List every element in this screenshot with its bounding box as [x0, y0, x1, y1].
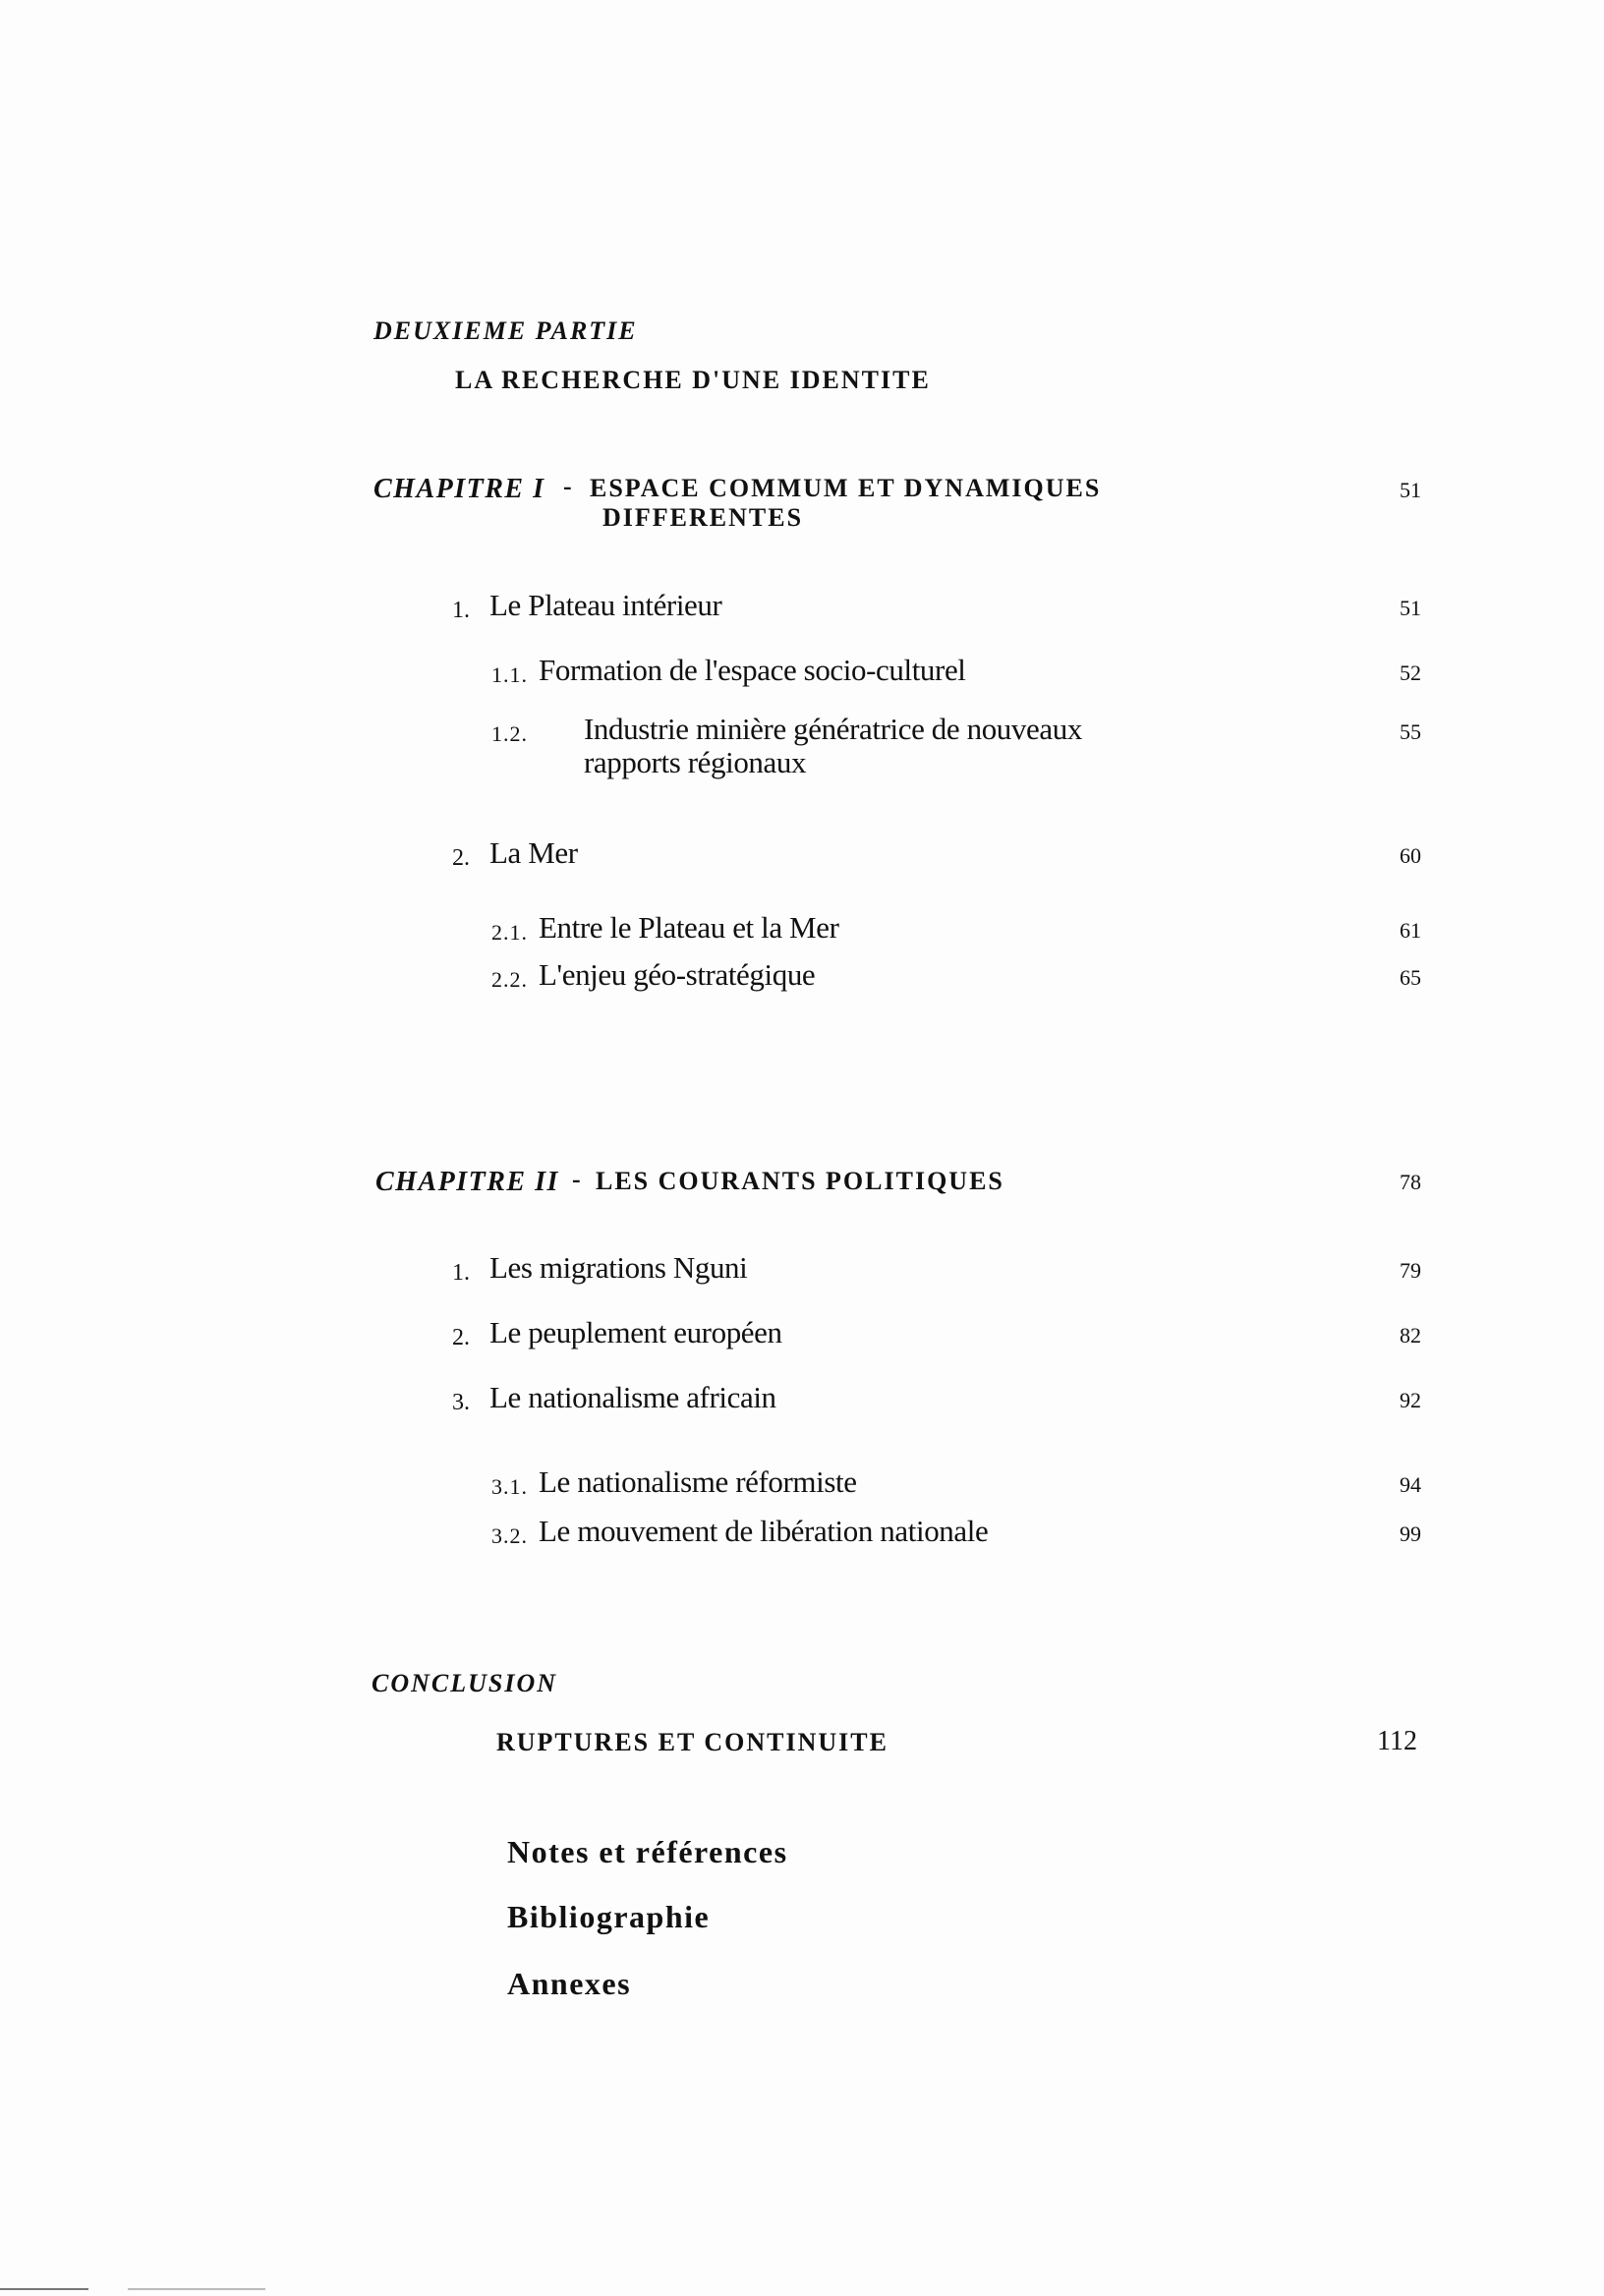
- chapter-1-title-line2: DIFFERENTES: [602, 503, 804, 532]
- subsection-title: Entre le Plateau et la Mer: [539, 910, 839, 945]
- chapter-2-label: CHAPITRE II: [375, 1167, 559, 1197]
- subsection-page: 94: [1400, 1472, 1421, 1497]
- chapter-1-label: CHAPITRE I: [373, 474, 545, 504]
- section-number: 3.: [452, 1390, 470, 1415]
- section-title: Le Plateau intérieur: [489, 588, 722, 622]
- conclusion-title: RUPTURES ET CONTINUITE: [496, 1728, 888, 1756]
- section-title: Le nationalisme africain: [489, 1380, 776, 1414]
- subsection-page: 52: [1400, 660, 1421, 685]
- section-page: 82: [1400, 1323, 1421, 1348]
- subsection-title-line1: Industrie minière génératrice de nouveaux: [584, 712, 1082, 746]
- section-title: Le peuplement européen: [489, 1315, 782, 1349]
- part-label: DEUXIEME PARTIE: [373, 316, 638, 345]
- section-page: 92: [1400, 1388, 1421, 1412]
- chapter-1-dash: -: [563, 472, 574, 500]
- subsection-title: Formation de l'espace socio-culturel: [539, 653, 966, 687]
- part-title: LA RECHERCHE D'UNE IDENTITE: [455, 366, 931, 394]
- section-page: 79: [1400, 1258, 1421, 1283]
- section-page: 51: [1400, 596, 1421, 620]
- chapter-2-page: 78: [1400, 1170, 1421, 1194]
- subsection-page: 99: [1400, 1521, 1421, 1546]
- bibliography-heading: Bibliographie: [507, 1899, 711, 1934]
- subsection-page: 61: [1400, 918, 1421, 943]
- subsection-number: 1.1.: [491, 662, 528, 687]
- subsection-title-line2: rapports régionaux: [584, 745, 807, 779]
- conclusion-page: 112: [1377, 1726, 1417, 1756]
- section-number: 1.: [452, 598, 470, 623]
- subsection-number: 2.2.: [491, 967, 528, 992]
- section-title: Les migrations Nguni: [489, 1250, 748, 1285]
- section-number: 1.: [452, 1260, 470, 1286]
- chapter-2-title: LES COURANTS POLITIQUES: [596, 1167, 1004, 1195]
- section-title: La Mer: [489, 835, 578, 870]
- section-page: 60: [1400, 843, 1421, 868]
- chapter-1-page: 51: [1400, 478, 1421, 502]
- subsection-page: 65: [1400, 965, 1421, 990]
- subsection-number: 3.2.: [491, 1523, 528, 1548]
- subsection-title: Le nationalisme réformiste: [539, 1464, 857, 1499]
- scan-edge-mark: [128, 2288, 265, 2290]
- annexes-heading: Annexes: [507, 1966, 632, 2001]
- notes-heading: Notes et références: [507, 1834, 788, 1869]
- chapter-1-title-line1: ESPACE COMMUM ET DYNAMIQUES: [590, 474, 1102, 502]
- subsection-title: Le mouvement de libération nationale: [539, 1514, 989, 1548]
- conclusion-label: CONCLUSION: [372, 1669, 558, 1697]
- subsection-page: 55: [1400, 719, 1421, 744]
- subsection-number: 1.2.: [491, 721, 528, 746]
- section-number: 2.: [452, 845, 470, 871]
- subsection-number: 3.1.: [491, 1474, 528, 1499]
- subsection-number: 2.1.: [491, 920, 528, 945]
- scan-edge-mark: [0, 2288, 88, 2290]
- chapter-2-dash: -: [572, 1165, 583, 1193]
- subsection-title: L'enjeu géo-stratégique: [539, 957, 816, 992]
- section-number: 2.: [452, 1325, 470, 1350]
